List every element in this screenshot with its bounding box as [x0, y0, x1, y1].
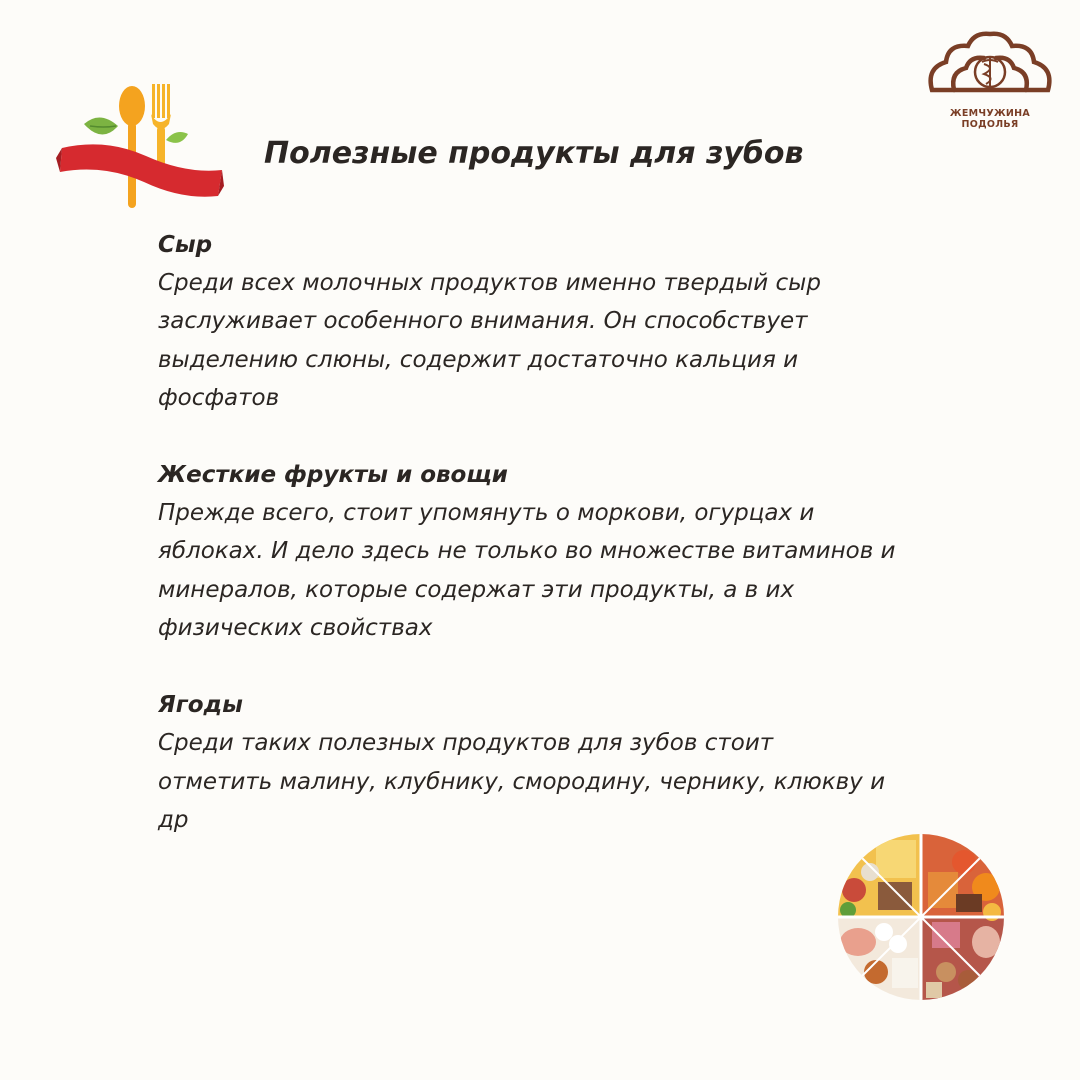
page-title: Полезные продукты для зубов: [264, 136, 804, 171]
section-title: Сыр: [158, 232, 213, 258]
section-line: физических свойствах: [158, 615, 433, 642]
section-line: яблоках. И дело здесь не только во множестве витаминов и: [158, 538, 896, 565]
section-title: Жесткие фрукты и овощи: [158, 462, 508, 489]
section-line: Среди всех молочных продуктов именно твердый сыр: [158, 270, 821, 296]
section-line: др: [158, 806, 189, 833]
section-cheese: [158, 226, 988, 417]
section-line: заслуживает особенного внимания. Он способствует: [158, 308, 808, 335]
brand-logo: [920, 28, 1060, 128]
section-line: минералов, которые содержат эти продукты, а в их: [158, 576, 795, 603]
cloud-caduceus-icon: [924, 28, 1056, 106]
section-line: Прежде всего, стоит упомянуть о моркови, огурцах и: [158, 500, 815, 527]
section-title: Ягоды: [158, 692, 243, 719]
fork-spoon-ribbon-icon: [56, 78, 224, 212]
brand-name: ЖЕМЧУЖИНА ПОДОЛЬЯ: [949, 108, 1031, 130]
section-line: выделению слюны, содержит достаточно кальция и: [158, 346, 799, 373]
section-line: фосфатов: [158, 384, 280, 411]
section-hard-fruits: [158, 456, 988, 647]
content: [158, 226, 988, 878]
section-line: отметить малину, клубнику, смородину, чернику, клюкву и: [158, 768, 886, 795]
section-berries: [158, 686, 988, 839]
section-line: Среди таких полезных продуктов для зубов стоит: [158, 730, 774, 757]
food-plate-icon: [836, 832, 1006, 1002]
